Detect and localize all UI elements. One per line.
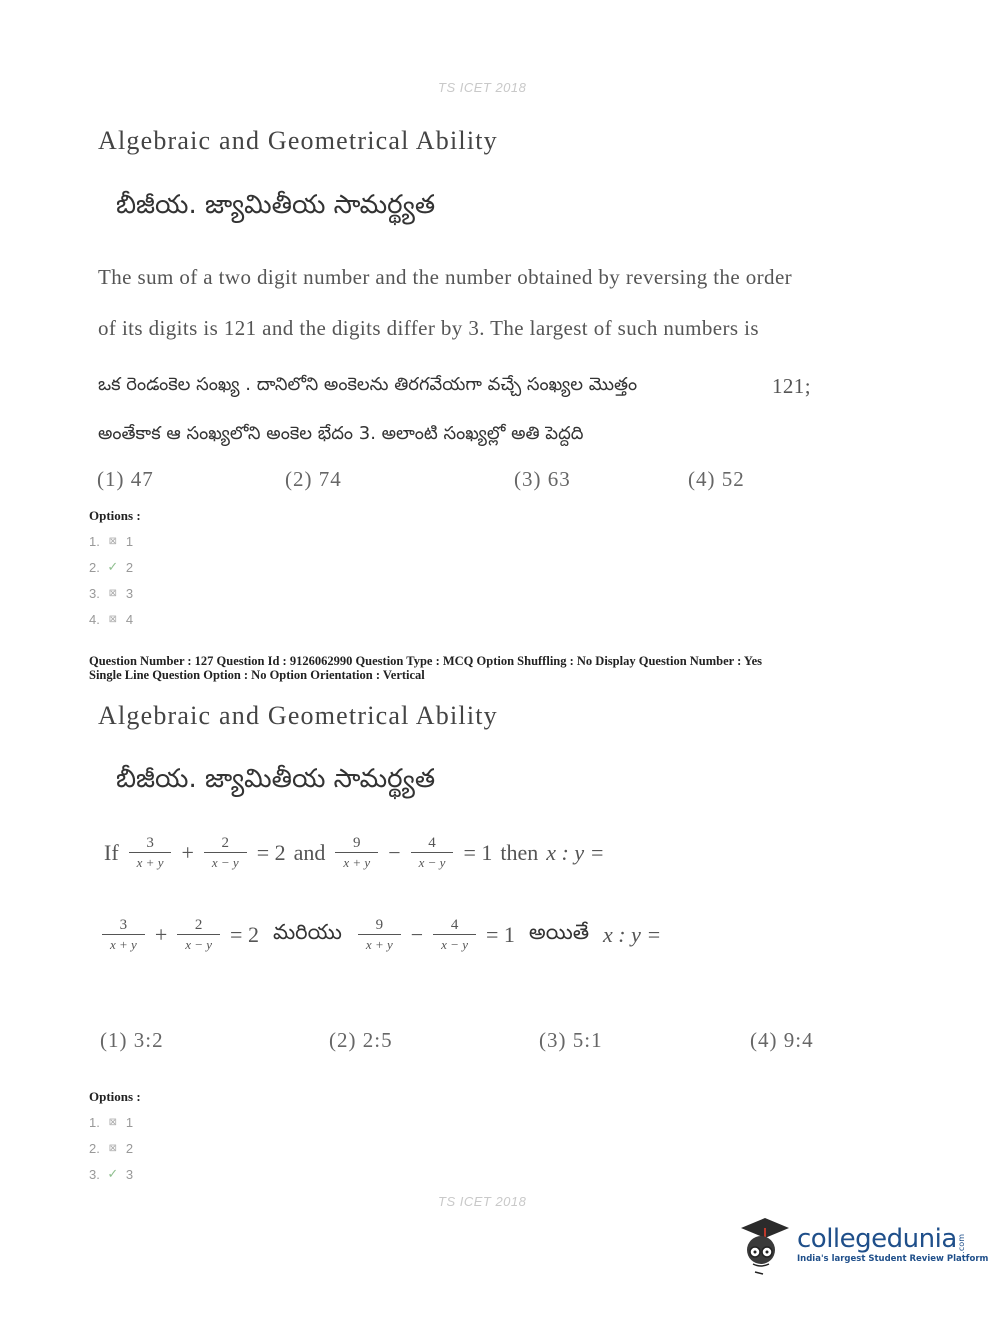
choice-3: (3) 63: [514, 467, 571, 491]
watermark-top: TS ICET 2018: [438, 80, 527, 95]
wrong-mark-icon: ⊠: [108, 613, 118, 625]
logo-tagline: India's largest Student Review Platform: [797, 1254, 989, 1264]
fraction: $\frac{9}{x + y}$: [335, 834, 378, 871]
wrong-mark-icon: ⊠: [108, 535, 118, 547]
option-number: 3.: [89, 1166, 100, 1182]
option-label: 2: [125, 559, 134, 575]
equation-telugu: [96, 916, 665, 953]
option-number: 2.: [89, 1140, 100, 1156]
equation-word-and-telugu: మరియు: [272, 919, 342, 944]
question-text-line1: The sum of a two digit number and the number obtained by reversing the order: [98, 265, 793, 289]
option-row: [89, 1135, 133, 1161]
minus-operator: −: [410, 921, 424, 947]
option-row: [89, 606, 133, 632]
equals-one: = 1: [485, 921, 515, 947]
choice-1: (1) 3:2: [100, 1028, 164, 1052]
choice-3: (3) 5:1: [539, 1028, 603, 1052]
choice-2: (2) 2:5: [329, 1028, 393, 1052]
equation-word-and: and: [293, 839, 326, 865]
fraction: $\frac{2}{x - y}$: [177, 916, 220, 953]
question-telugu-line2: అంతేకాక ఆ సంఖ్యలోని అంకెల భేదం 3. అలాంటి సంఖ్యల్లో అతి పెద్దది: [98, 423, 584, 444]
section-title: Algebraic and Geometrical Ability: [98, 126, 498, 155]
options-label: Options :: [89, 1089, 141, 1104]
option-number: 1.: [89, 533, 100, 549]
plus-operator: +: [154, 921, 168, 947]
ratio-expression: x : y =: [603, 921, 662, 947]
question-meta-line2: Single Line Question Option : No Option Orientation : Vertical: [89, 668, 425, 682]
fraction: $\frac{2}{x - y}$: [204, 834, 247, 871]
question-telugu-number: 121;: [772, 374, 811, 398]
check-mark-icon: ✓: [107, 559, 119, 574]
option-number: 4.: [89, 611, 100, 627]
equals-two: = 2: [230, 921, 259, 947]
choice-4: (4) 9:4: [750, 1028, 814, 1052]
option-number: 3.: [89, 585, 100, 601]
option-number: 2.: [89, 559, 100, 575]
question-telugu-line1: ఒక రెండంకెల సంఖ్య . దానిలోని అంకెలను తిరగవేయగా వచ్చే సంఖ్యల మొత్తం: [98, 374, 638, 395]
options-list: [89, 528, 133, 632]
equals-one: = 1: [463, 839, 493, 865]
equation-word-if: If: [104, 839, 119, 865]
choice-4: (4) 52: [688, 467, 745, 491]
ratio-expression: x : y =: [546, 839, 605, 865]
option-number: 1.: [89, 1114, 100, 1130]
equation-word-then: then: [500, 839, 539, 865]
option-label: 3: [125, 1166, 134, 1182]
option-row: [89, 1109, 133, 1135]
equals-two: = 2: [256, 839, 286, 865]
equation-english: [100, 834, 608, 871]
watermark-bottom: TS ICET 2018: [438, 1194, 527, 1209]
option-row: [89, 580, 133, 606]
logo-name: collegedunia: [797, 1224, 957, 1254]
wrong-mark-icon: ⊠: [108, 1116, 118, 1128]
plus-operator: +: [181, 839, 194, 865]
options-label: Options :: [89, 508, 141, 523]
option-row: [89, 1161, 133, 1187]
fraction: $\frac{3}{x + y}$: [129, 834, 172, 871]
option-row: [89, 554, 133, 580]
choice-1: (1) 47: [97, 467, 154, 491]
collegedunia-logo: [735, 1212, 988, 1276]
wrong-mark-icon: ⊠: [108, 1142, 118, 1154]
fraction: $\frac{4}{x - y}$: [433, 916, 476, 953]
minus-operator: −: [388, 839, 401, 865]
check-mark-icon: ✓: [107, 1166, 119, 1181]
fraction: $\frac{4}{x - y}$: [411, 834, 454, 871]
option-label: 2: [125, 1140, 134, 1156]
section-title-telugu: బీజీయ. జ్యామితీయ సామర్థ్యత: [116, 764, 436, 794]
question-meta-line1: Question Number : 127 Question Id : 9126062990 Question Type : MCQ Option Shuffling : No Display Question Number : Yes: [89, 654, 762, 668]
logo-text-block: [797, 1224, 988, 1264]
option-label: 1: [125, 1114, 134, 1130]
equation-word-then-telugu: అయితే: [528, 919, 590, 944]
fraction: $\frac{9}{x + y}$: [358, 916, 401, 953]
student-mascot-icon: [735, 1212, 791, 1276]
option-label: 3: [125, 585, 134, 601]
option-label: 1: [125, 533, 134, 549]
choice-2: (2) 74: [285, 467, 342, 491]
option-row: [89, 528, 133, 554]
logo-suffix: .com: [956, 1234, 966, 1254]
question-text-line2: of its digits is 121 and the digits differ by 3. The largest of such numbers is: [98, 316, 759, 340]
options-list: [89, 1109, 133, 1187]
wrong-mark-icon: ⊠: [108, 587, 118, 599]
option-label: 4: [125, 611, 134, 627]
section-title: Algebraic and Geometrical Ability: [98, 701, 498, 730]
section-title-telugu: బీజీయ. జ్యామితీయ సామర్థ్యత: [116, 190, 436, 220]
fraction: $\frac{3}{x + y}$: [102, 916, 145, 953]
